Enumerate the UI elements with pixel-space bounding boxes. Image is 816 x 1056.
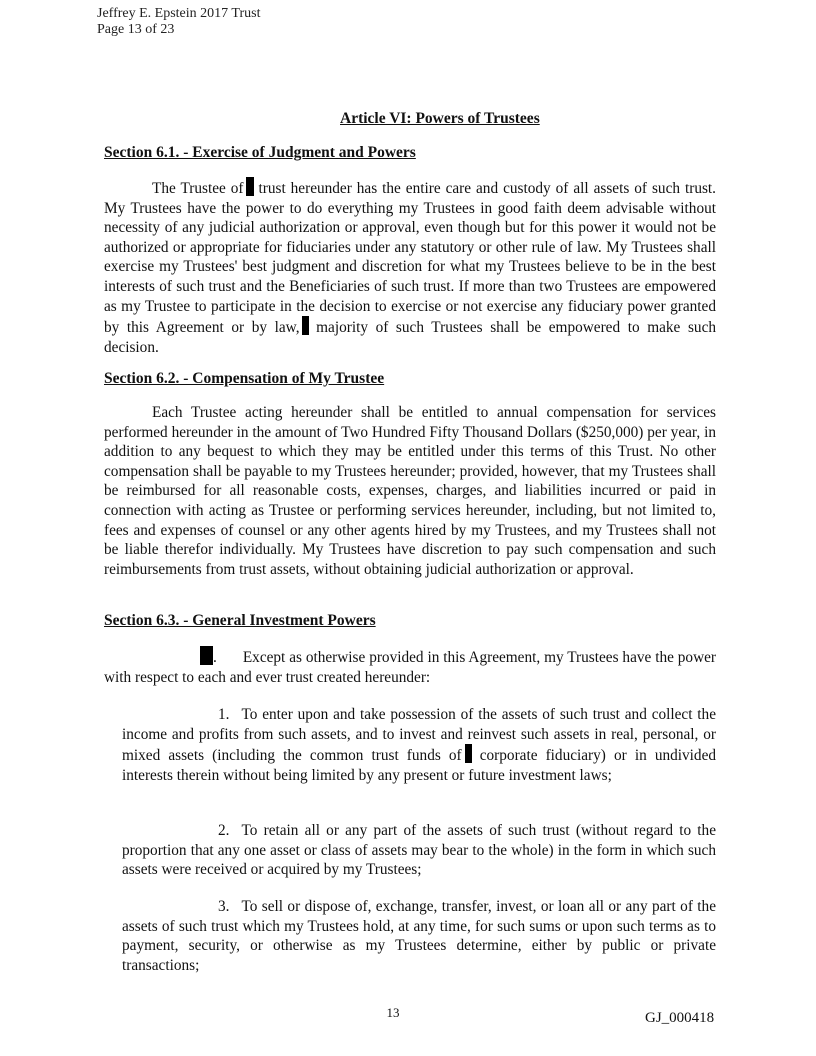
header-trust-name: Jeffrey E. Epstein 2017 Trust — [97, 6, 261, 21]
redaction-box — [302, 316, 309, 335]
redaction-box — [465, 744, 472, 763]
section-6-3-item-2 — [122, 821, 716, 880]
section-6-2-paragraph — [104, 403, 716, 579]
section-6-1-heading: Section 6.1. - Exercise of Judgment and Powers — [104, 144, 416, 161]
redaction-box — [200, 646, 213, 665]
item-1-text-a: To enter upon and take possession of the assets of such trust and collect the income and profits from such assets, and to invest and reinvest such assets in real, personal, or mixed assets (including the common trust funds of — [122, 706, 716, 765]
section-6-2-heading: Section 6.2. - Compensation of My Trustee — [104, 370, 385, 387]
item-2-number: 2. — [218, 822, 230, 839]
section-6-3-intro-text: Except as otherwise provided in this Agreement, my Trustees have the power with respect to each and ever trust created hereunder: — [104, 649, 716, 686]
item-3-text: To sell or dispose of, exchange, transfer, invest, or loan all or any part of the assets of such trust which my Trustees hold, at any time, for such sums or upon such terms as to payment, security, or otherwise as my Trustees determine, either by public or private transactions; — [122, 898, 716, 974]
item-1-text-b: corporate fiduciary) or in undivided interests therein without being limited by any present or future investment laws; — [122, 747, 717, 784]
page-number: 13 — [386, 1005, 400, 1020]
article-title: Article VI: Powers of Trustees — [340, 110, 540, 127]
section-6-1-text-b: trust hereunder has the entire care and custody of all assets of such trust. My Trustees have the power to do everything my Trustees in good faith deem advisable without necessity of any judicial authorization or approval, even though but for this power it would not be authorized or appropriate for fiduciaries under any statutory or other rule of law. My Trustees shall exercise my Trustees' best judgment and discretion for what my Trustees believe to be in the best interests of such trust and the Beneficiaries of such trust. If more than two Trustees are empowered as my Trustee to participate in the decision to exercise or not exercise any fiduciary power granted by this Agreement or by law, — [104, 180, 716, 337]
item-1-number: 1. — [218, 706, 230, 723]
item-3-number: 3. — [218, 898, 230, 915]
section-6-1-text-a: The Trustee of — [152, 180, 244, 197]
bates-number: GJ_000418 — [645, 1010, 715, 1026]
redaction-box — [246, 177, 254, 196]
section-6-1-text-c: majority of such Trustees shall be empowered to make such decision. — [104, 319, 717, 356]
section-6-3-intro-dot: . — [213, 649, 217, 666]
section-6-3-item-1 — [122, 705, 716, 785]
section-6-2-text: Each Trustee acting hereunder shall be entitled to annual compensation for services performed hereunder in the amount of Two Hundred Fifty Thousand Dollars ($250,000) per year, in addition to any bequest to which they may be entitled under this terms of this Trust. No other compensation shall be payable to my Trustees hereunder; provided, however, that my Trustees shall be reimbursed for all reasonable costs, expenses, charges, and liabilities incurred or paid in connection with acting as Trustee or performing services hereunder, including, but not limited to, fees and expenses of counsel or any other agents hired by my Trustees, and my Trustees shall not be liable therefor individually. My Trustees have discretion to pay such compensation and such reimbursements from trust assets, without obtaining judicial authorization or approval. — [104, 404, 716, 578]
header-page-count: Page 13 of 23 — [97, 22, 175, 37]
section-6-3-intro — [104, 646, 716, 687]
section-6-1-paragraph — [104, 177, 716, 357]
item-2-text: To retain all or any part of the assets of such trust (without regard to the proportion that any one asset or class of assets may bear to the whole) in the form in which such assets were received or acquired by my Trustees; — [122, 822, 716, 879]
section-6-3-heading: Section 6.3. - General Investment Powers — [104, 612, 376, 629]
section-6-3-item-3 — [122, 897, 716, 975]
